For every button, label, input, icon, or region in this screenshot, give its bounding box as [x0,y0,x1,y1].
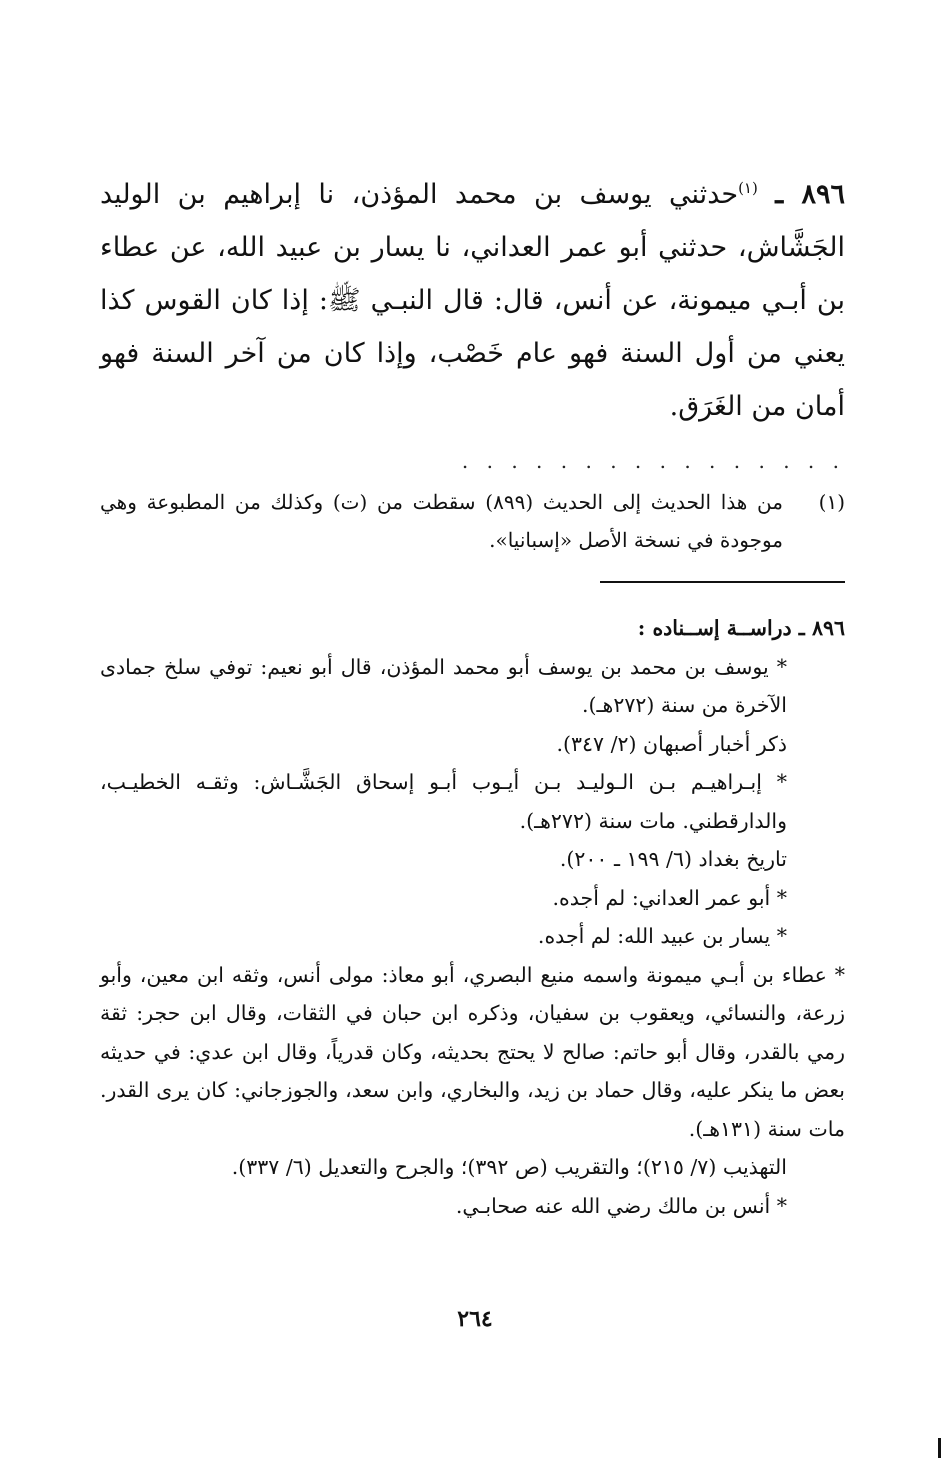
narrator-yusuf: * يوسف بن محمد بن يوسف أبو محمد المؤذن، قال أبو نعيم: توفي سلخ جمادى الآخرة من سنة (٢٧٢هـ). [100,654,787,717]
reference-yusuf: ذكر أخبار أصبهان (٢/ ٣٤٧). [556,731,787,756]
study-heading: ٨٩٦ ـ دراســة إســناده : [637,616,845,640]
reference-ibrahim: تاريخ بغداد (٦/ ١٩٩ ـ ٢٠٠). [559,847,787,871]
hadith-paragraph [100,168,845,433]
narrator-anas: * أنس بن مالك رضي الله عنه صحابـي. [455,1193,787,1218]
footnote-text: من هذا الحديث إلى الحديث (٨٩٩) سقطت من (ت) وكذلك من المطبوعة وهي موجودة في نسخة الأصل «إسبانيا». [100,490,783,552]
hadith-text: حدثني يوسف بن محمد المؤذن، نا إبراهيم بن الوليد الجَشَّاش، حدثني أبو عمر العداني، نا يسار بن عبيد الله، عن عطاء بن أبـي ميمونة، عن أنس، قال: قال النبـي ﷺ: إذا كان القوس كذا يعني من أول السنة فهو عام خَصْب، وإذا كان من آخر السنة فهو أمان من الغَرَق. [100,179,845,422]
section-divider [600,581,845,583]
narrator-abu-umar: * أبو عمر العداني: لم أجده. [552,885,787,910]
footnote [100,483,845,559]
narrator-ata: * عطاء بن أبـي ميمونة واسمه منيع البصري، أبو معاذ: مولى أنس، وثقه ابن معين، وأبو زرعة، والنسائي، ويعقوب بن سفيان، وذكره ابن حبان في الثقات، وقال ابن حجر: ثقة رمي بالقدر، وقال أبو حاتم: صالح لا يحتج بحديثه، وكان قدرياً، وقال ابن عدي: في حديثه بعض ما ينكر عليه، وقال حماد بن زيد، والبخاري، وابن سعد، والجوزجاني: كان يرى القدر. مات سنة (١٣١هـ). [100,962,845,1141]
narrator-ibrahim: * إبـراهيـم بـن الـوليـد بـن أيـوب أبـو إسحاق الجَشَّـاش: وثقـه الخطيـب، والدارقطني. مات سنة (٢٧٢هـ). [100,770,787,833]
footnote-reference: (١) [738,179,758,197]
page-number: ٢٦٤ [457,1306,493,1332]
page-content [100,168,845,1225]
reference-ata: التهذيب (٧/ ٢١٥)؛ والتقريب (ص ٣٩٢)؛ والجرح والتعديل (٦/ ٣٣٧). [231,1155,787,1179]
isnad-study [100,609,845,1225]
footnote-mark: (١) [818,490,845,514]
separator-dots: . . . . . . . . . . . . . . . . [461,449,845,473]
scan-edge-mark [938,1438,941,1458]
narrator-yasar: * يسار بن عبيد الله: لم أجده. [537,924,787,948]
hadith-number: ٨٩٦ ـ [775,179,845,210]
